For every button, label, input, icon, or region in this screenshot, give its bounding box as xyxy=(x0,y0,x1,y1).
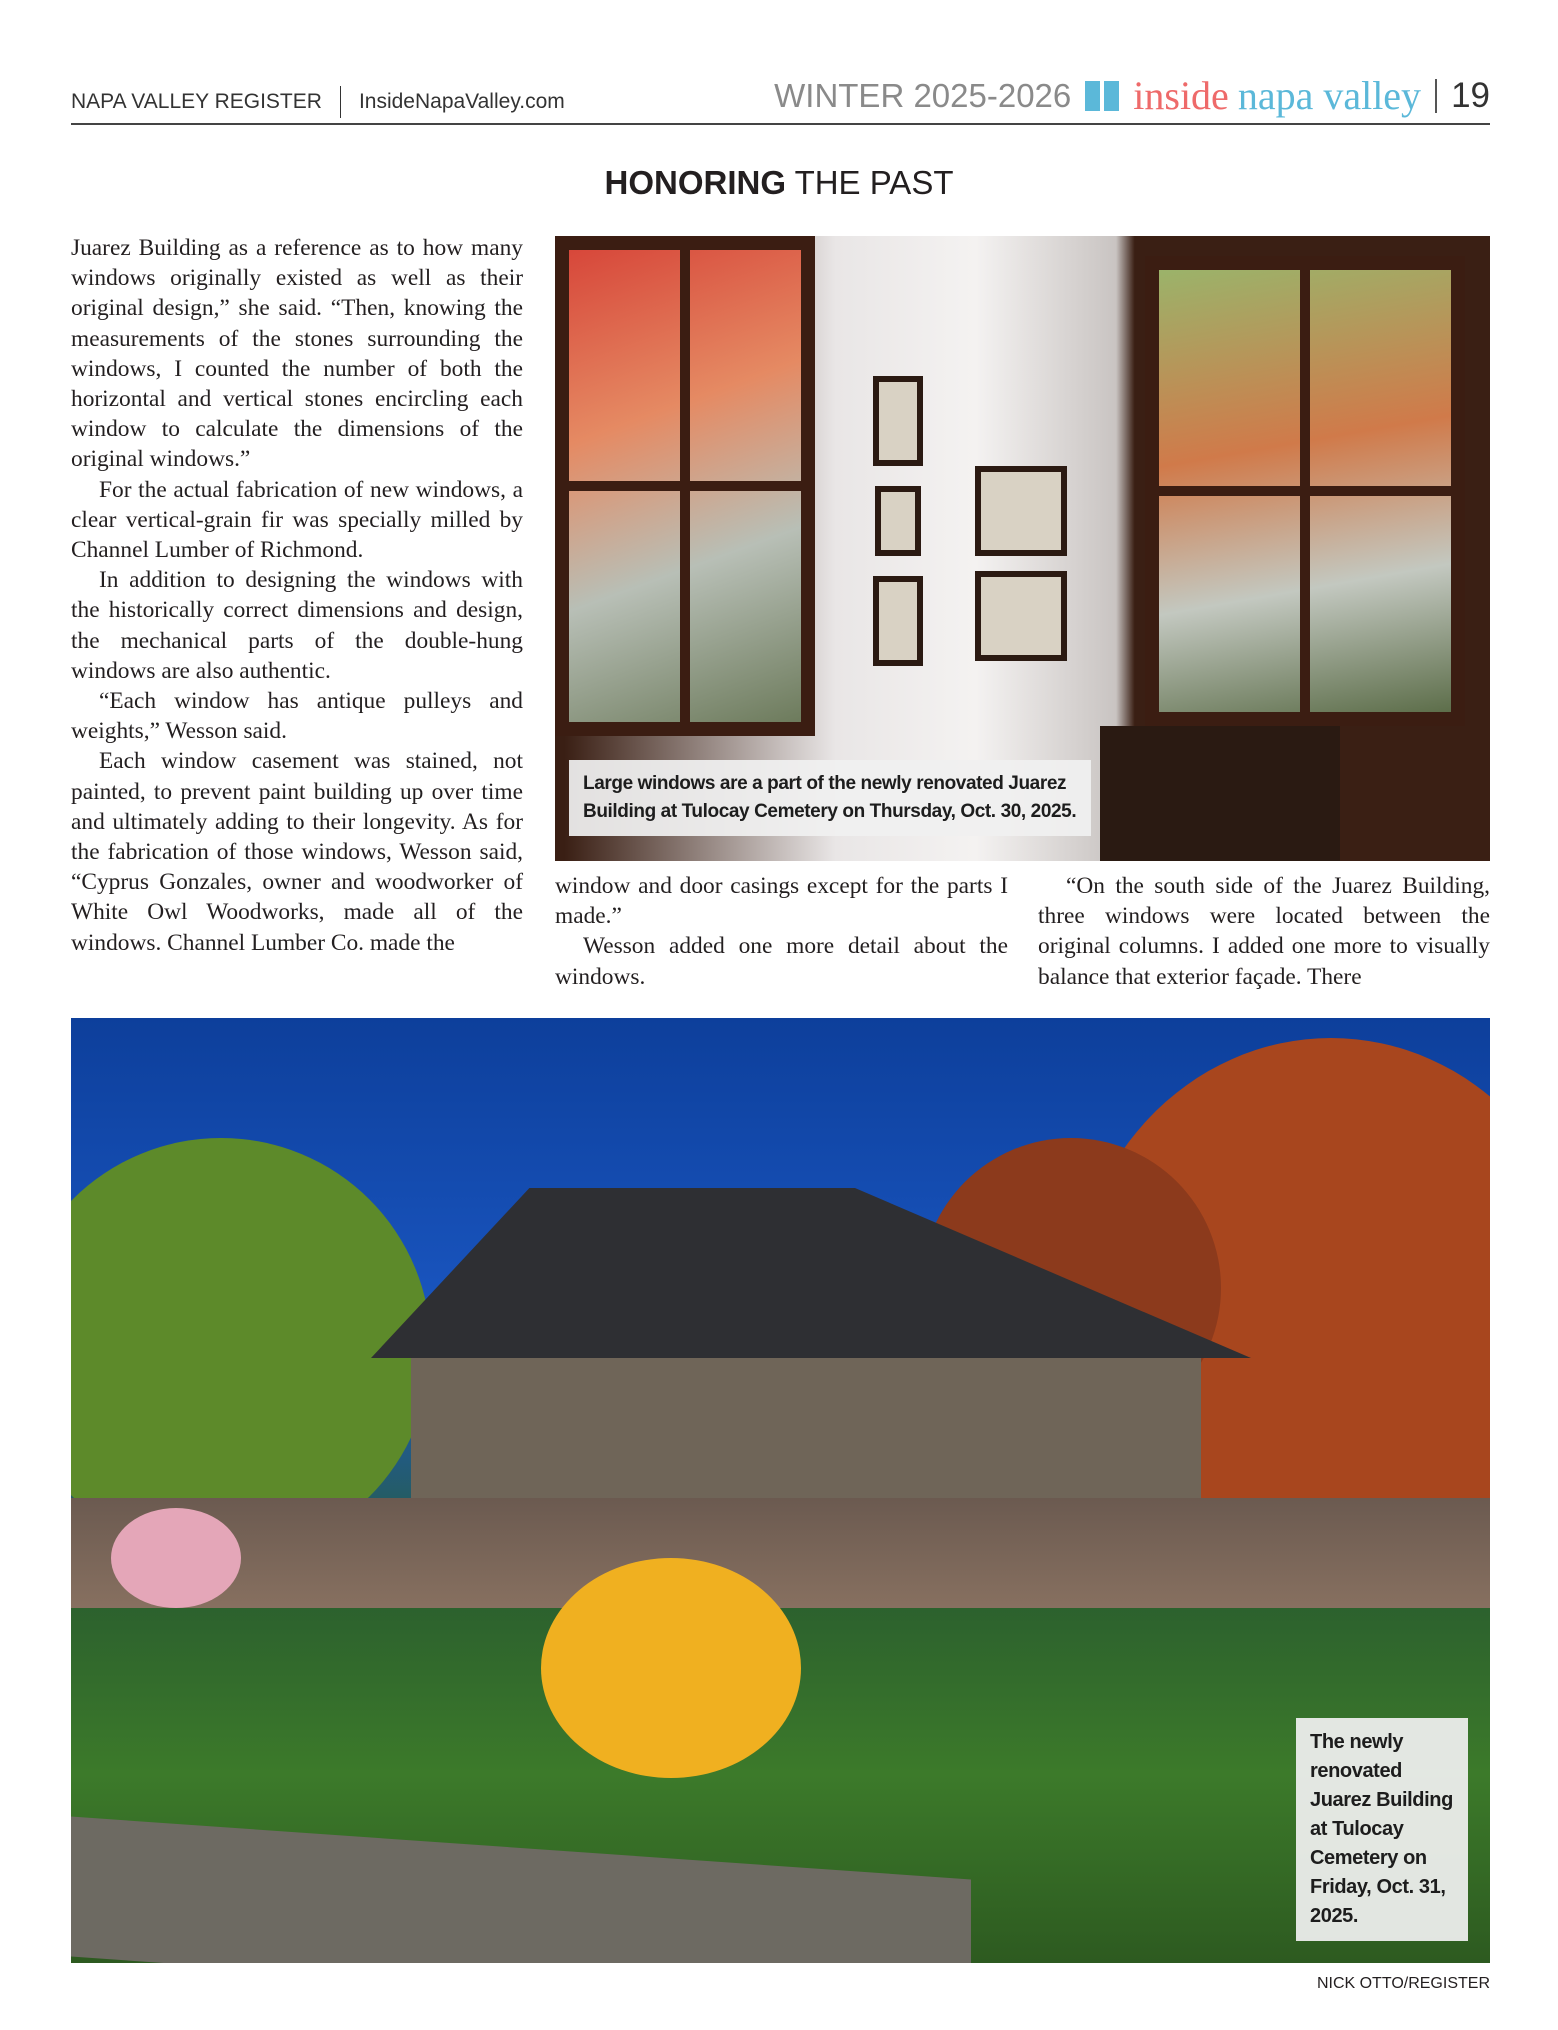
photo-caption: The newly renovated Juarez Building at Tulocay Cemetery on Friday, Oct. 31, 2025. xyxy=(1296,1718,1468,1941)
photo-credit: NICK OTTO/REGISTER xyxy=(1316,1975,1490,1992)
section-title xyxy=(0,164,1558,202)
stone-wall xyxy=(71,1498,1490,1608)
article-column-3 xyxy=(1038,871,1490,992)
paragraph: Each window casement was stained, not painted, to prevent paint building up over time and ultimately adding to their longevity. As for the fabrication of those windows, Wesson said, “Cyprus Gonzales, owner and woodworker of White Owl Woodworks, made all of the windows. Channel Lumber Co. made the xyxy=(71,748,523,956)
framed-picture xyxy=(875,486,921,556)
article-column-2 xyxy=(555,871,1008,992)
section-title-rest: THE PAST xyxy=(786,164,954,201)
paragraph: window and door casings except for the parts I made.” xyxy=(555,873,1008,930)
window-left xyxy=(555,236,815,736)
article-column-1 xyxy=(71,233,523,958)
brand-inside: inside xyxy=(1133,73,1229,118)
divider xyxy=(340,86,341,118)
window-right xyxy=(1145,256,1465,726)
flowers xyxy=(111,1508,241,1608)
framed-picture xyxy=(975,466,1067,556)
paragraph: Wesson added one more detail about the windows. xyxy=(555,933,1008,990)
photo-juarez-building-exterior xyxy=(71,1018,1490,1963)
header-rule xyxy=(71,123,1490,125)
paragraph: For the actual fabrication of new windows, a clear vertical-grain fir was specially milled by Channel Lumber of Richmond. xyxy=(71,476,523,564)
photo-caption: Large windows are a part of the newly renovated Juarez Building at Tulocay Cemetery on Thursday, Oct. 30, 2025. xyxy=(569,760,1091,836)
paragraph: In addition to designing the windows with the historically correct dimensions and design, the mechanical parts of the double-hung windows are also authentic. xyxy=(71,567,523,684)
flowers xyxy=(541,1558,801,1778)
framed-picture xyxy=(975,571,1067,661)
building-roof xyxy=(371,1188,1251,1358)
masthead-left xyxy=(71,86,565,118)
paragraph: Juarez Building as a reference as to how many windows originally existed as well as their original design,” she said. “Then, knowing the measurements of the stones surrounding the windows, I counted the number of both the horizontal and vertical stones encircling each window to calculate the dimensions of the original windows.” xyxy=(71,235,523,473)
grave-marker xyxy=(71,1817,971,1963)
publication-name: NAPA VALLEY REGISTER xyxy=(71,90,322,113)
brand-napa-valley: napa valley xyxy=(1237,73,1422,118)
framed-picture xyxy=(873,376,923,466)
framed-picture xyxy=(873,576,923,666)
paragraph: “Each window has antique pulleys and weights,” Wesson said. xyxy=(71,688,523,745)
paragraph: “On the south side of the Juarez Building, three windows were located between the original columns. I added one more to visually balance that exterior façade. There xyxy=(1038,873,1490,990)
photo-interior-windows xyxy=(555,236,1490,861)
issue-label: WINTER 2025-2026 xyxy=(774,76,1072,114)
page-number: 19 xyxy=(1451,75,1490,115)
section-title-bold: HONORING xyxy=(604,164,786,201)
divider xyxy=(1435,79,1437,113)
chair xyxy=(1100,726,1340,861)
website[interactable]: InsideNapaValley.com xyxy=(358,90,565,113)
masthead-right xyxy=(774,72,1490,119)
brand-bars-icon xyxy=(1085,81,1119,111)
